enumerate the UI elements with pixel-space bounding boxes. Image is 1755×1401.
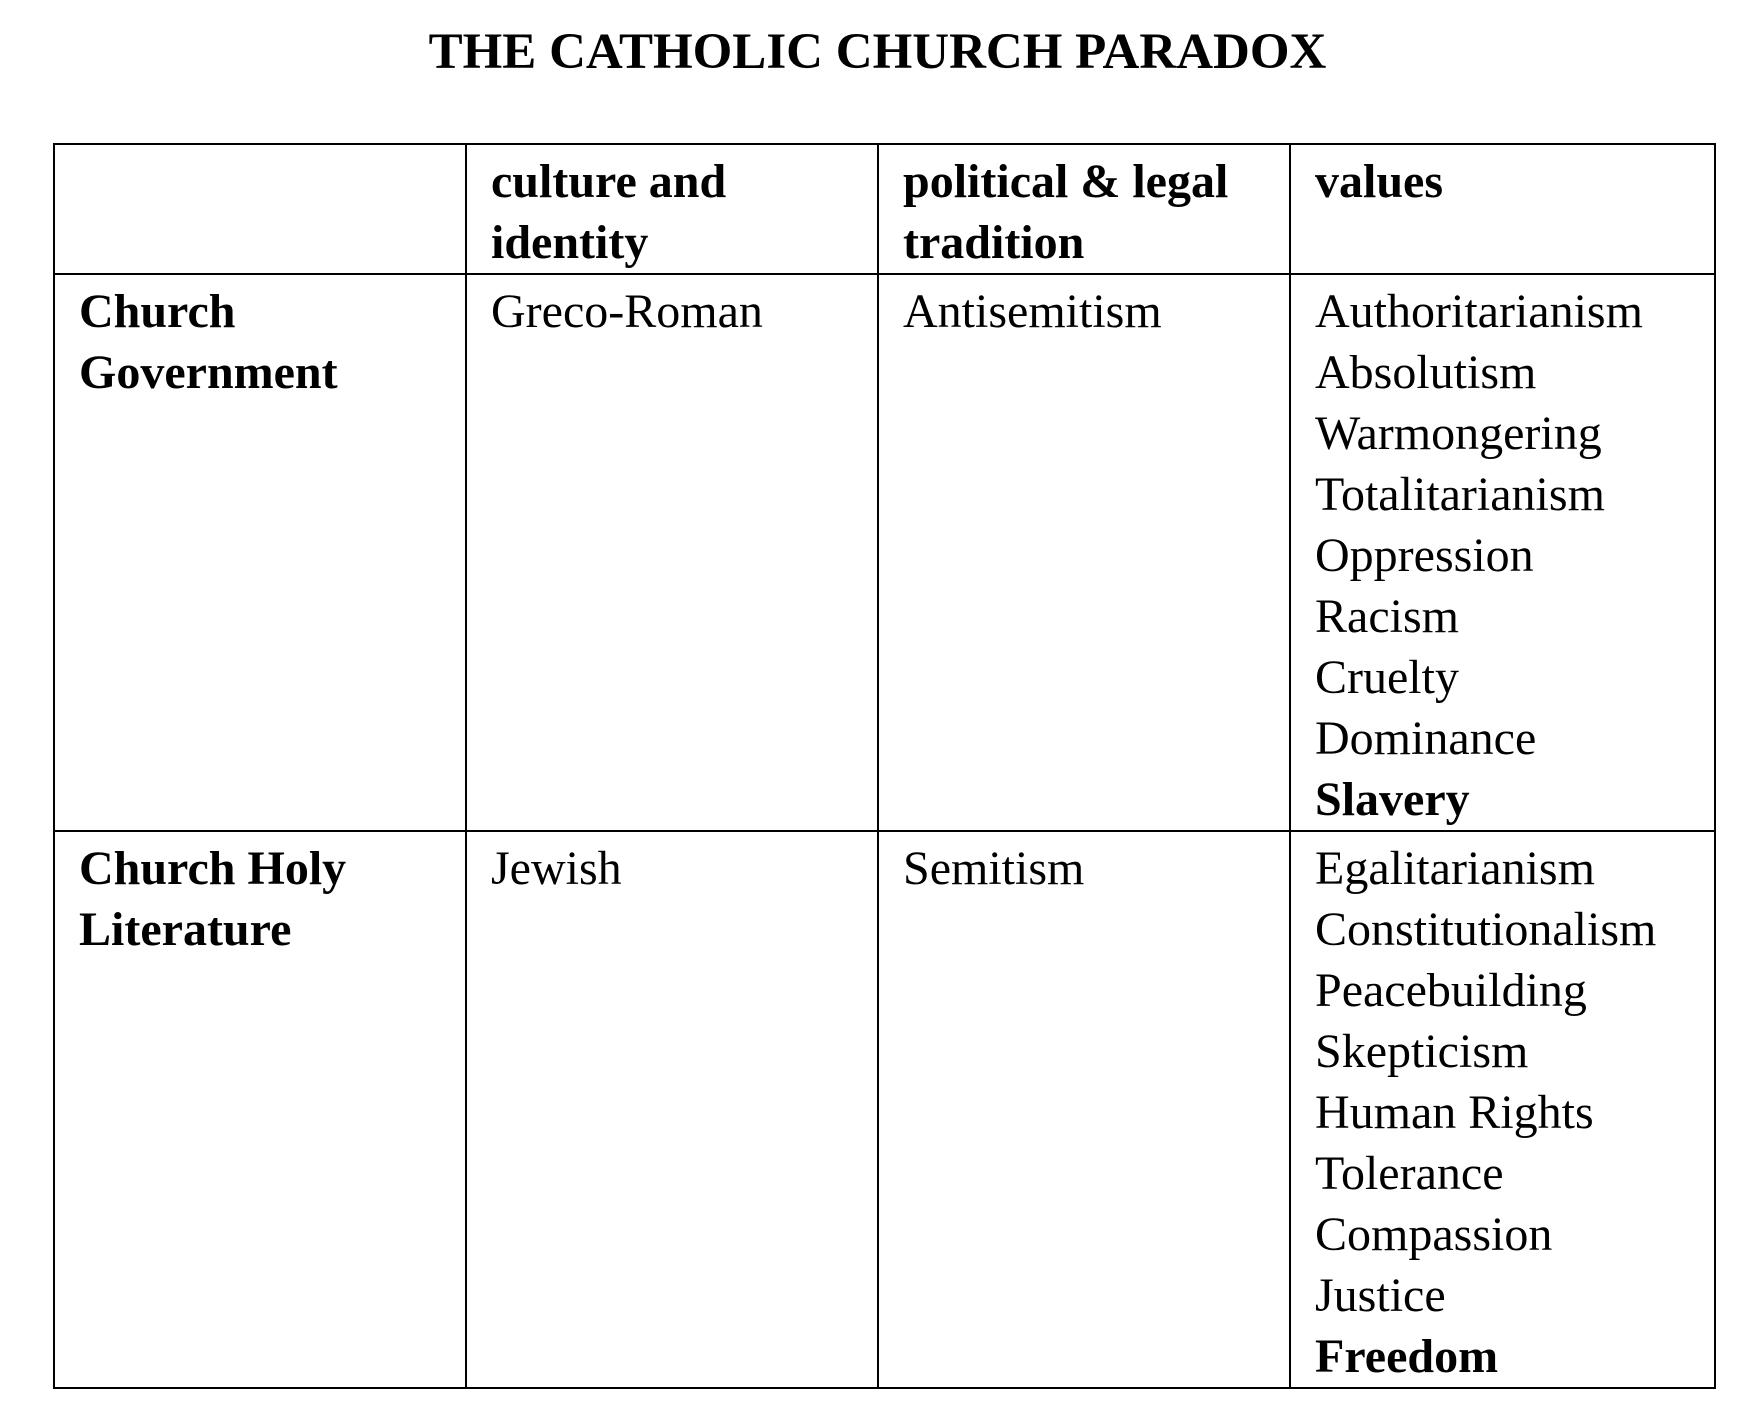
value-item: Racism <box>1315 590 1459 643</box>
table-row <box>54 274 1715 831</box>
tradition-cell: Antisemitism <box>878 274 1290 831</box>
culture-cell: Jewish <box>466 831 878 1388</box>
value-item: Egalitarianism <box>1315 842 1595 895</box>
value-item-emphasized: Freedom <box>1315 1330 1499 1383</box>
value-item: Oppression <box>1315 529 1534 582</box>
value-item: Totalitarianism <box>1315 468 1605 521</box>
value-item: Skepticism <box>1315 1025 1529 1078</box>
value-item: Compassion <box>1315 1208 1553 1261</box>
values-cell <box>1290 274 1715 831</box>
value-item: Warmongering <box>1315 407 1602 460</box>
value-item: Authoritarianism <box>1315 285 1643 338</box>
value-item: Peacebuilding <box>1315 964 1587 1017</box>
page-title: THE CATHOLIC CHURCH PARADOX <box>428 24 1327 80</box>
header-values: values <box>1290 144 1715 274</box>
header-culture-identity: culture and identity <box>466 144 878 274</box>
row-label-church-holy-literature: Church Holy Literature <box>54 831 466 1388</box>
value-item: Absolutism <box>1315 346 1537 399</box>
table-row <box>54 831 1715 1388</box>
header-empty-cell <box>54 144 466 274</box>
value-item: Human Rights <box>1315 1086 1594 1139</box>
value-item-emphasized: Slavery <box>1315 773 1470 826</box>
value-item: Dominance <box>1315 712 1537 765</box>
paradox-table <box>53 143 1716 1389</box>
row-label-church-government: Church Government <box>54 274 466 831</box>
table-header-row <box>54 144 1715 274</box>
value-item: Justice <box>1315 1269 1446 1322</box>
header-political-legal-tradition: political & legal tradition <box>878 144 1290 274</box>
culture-cell: Greco-Roman <box>466 274 878 831</box>
value-item: Tolerance <box>1315 1147 1504 1200</box>
tradition-cell: Semitism <box>878 831 1290 1388</box>
values-cell <box>1290 831 1715 1388</box>
value-item: Constitutionalism <box>1315 903 1657 956</box>
value-item: Cruelty <box>1315 651 1459 704</box>
